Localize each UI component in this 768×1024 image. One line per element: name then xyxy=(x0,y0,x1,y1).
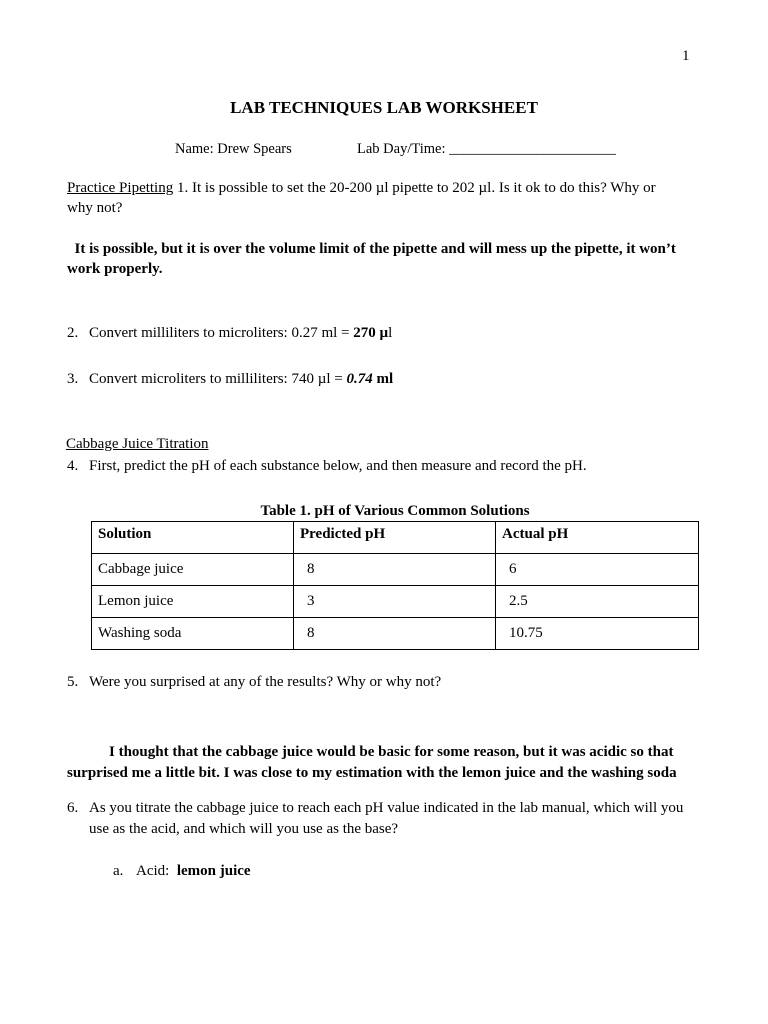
question-3-number: 3. xyxy=(67,371,79,387)
lab-day-time-field: Lab Day/Time: _______________________ xyxy=(357,141,616,157)
column-header-actual-ph: Actual pH xyxy=(496,522,699,554)
acid-label: Acid: xyxy=(136,863,177,879)
name-field: Name: Drew Spears xyxy=(175,141,292,157)
question-6-text: As you titrate the cabbage juice to reach each pH value indicated in the lab manual, which will you use as the acid, and which will you use as the base? xyxy=(89,800,684,837)
question-6a xyxy=(113,863,251,880)
solution-cell: Washing soda xyxy=(92,618,294,650)
question-6-number: 6. xyxy=(67,800,79,816)
solution-cell: Cabbage juice xyxy=(92,554,294,586)
actual-ph-cell: 10.75 xyxy=(496,618,699,650)
column-header-solution: Solution xyxy=(92,522,294,554)
predicted-ph-cell: 8 xyxy=(294,554,496,586)
table-row xyxy=(92,586,699,618)
actual-ph-cell: 6 xyxy=(496,554,699,586)
question-2-text: Convert milliliters to microliters: 0.27 ml = xyxy=(89,325,354,341)
question-6a-letter: a. xyxy=(113,863,124,879)
solution-cell: Lemon juice xyxy=(92,586,294,618)
question-2 xyxy=(67,325,392,342)
actual-ph-cell: 2.5 xyxy=(496,586,699,618)
predicted-ph-cell: 3 xyxy=(294,586,496,618)
question-1-text: 1. It is possible to set the 20-200 µl pipette to 202 µl. Is it ok to do this? Why or why not? xyxy=(67,180,656,216)
question-3-answer: 0.74 xyxy=(346,371,373,387)
question-4 xyxy=(67,458,587,475)
ph-table xyxy=(91,521,699,650)
question-3-answer-unit: ml xyxy=(372,371,394,387)
worksheet-title: LAB TECHNIQUES LAB WORKSHEET xyxy=(230,98,538,117)
table-row xyxy=(92,618,699,650)
question-6 xyxy=(67,798,707,840)
question-5-text: Were you surprised at any of the results? Why or why not? xyxy=(89,674,442,690)
practice-pipetting-heading: Practice Pipetting xyxy=(67,180,174,196)
answer-1-text: It is possible, but it is over the volume limit of the pipette and will mess up the pipette, it won’t work properly. xyxy=(67,241,676,277)
table-caption: Table 1. pH of Various Common Solutions xyxy=(260,503,530,519)
cabbage-juice-section-title: Cabbage Juice Titration xyxy=(66,436,209,452)
table-row xyxy=(92,554,699,586)
question-5-number: 5. xyxy=(67,674,79,690)
predicted-ph-cell: 8 xyxy=(294,618,496,650)
question-5 xyxy=(67,674,441,691)
column-header-predicted-ph: Predicted pH xyxy=(294,522,496,554)
question-2-number: 2. xyxy=(67,325,79,341)
question-4-number: 4. xyxy=(67,458,79,474)
question-1 xyxy=(67,178,667,218)
question-2-answer-unit: l xyxy=(388,325,393,341)
question-3-text: Convert microliters to milliliters: 740 µl = xyxy=(89,371,347,387)
acid-answer: lemon juice xyxy=(176,863,251,879)
answer-1 xyxy=(67,239,697,279)
question-2-answer: 270 µ xyxy=(353,325,389,341)
question-4-text: First, predict the pH of each substance below, and then measure and record the pH. xyxy=(89,458,587,474)
page-number: 1 xyxy=(682,48,690,64)
question-3 xyxy=(67,371,393,388)
table-header-row xyxy=(92,522,699,554)
answer-5: I thought that the cabbage juice would be basic for some reason, but it was acidic so that surprised me a little bit. I was close to my estimation with the lemon juice and the washing soda xyxy=(67,744,677,781)
